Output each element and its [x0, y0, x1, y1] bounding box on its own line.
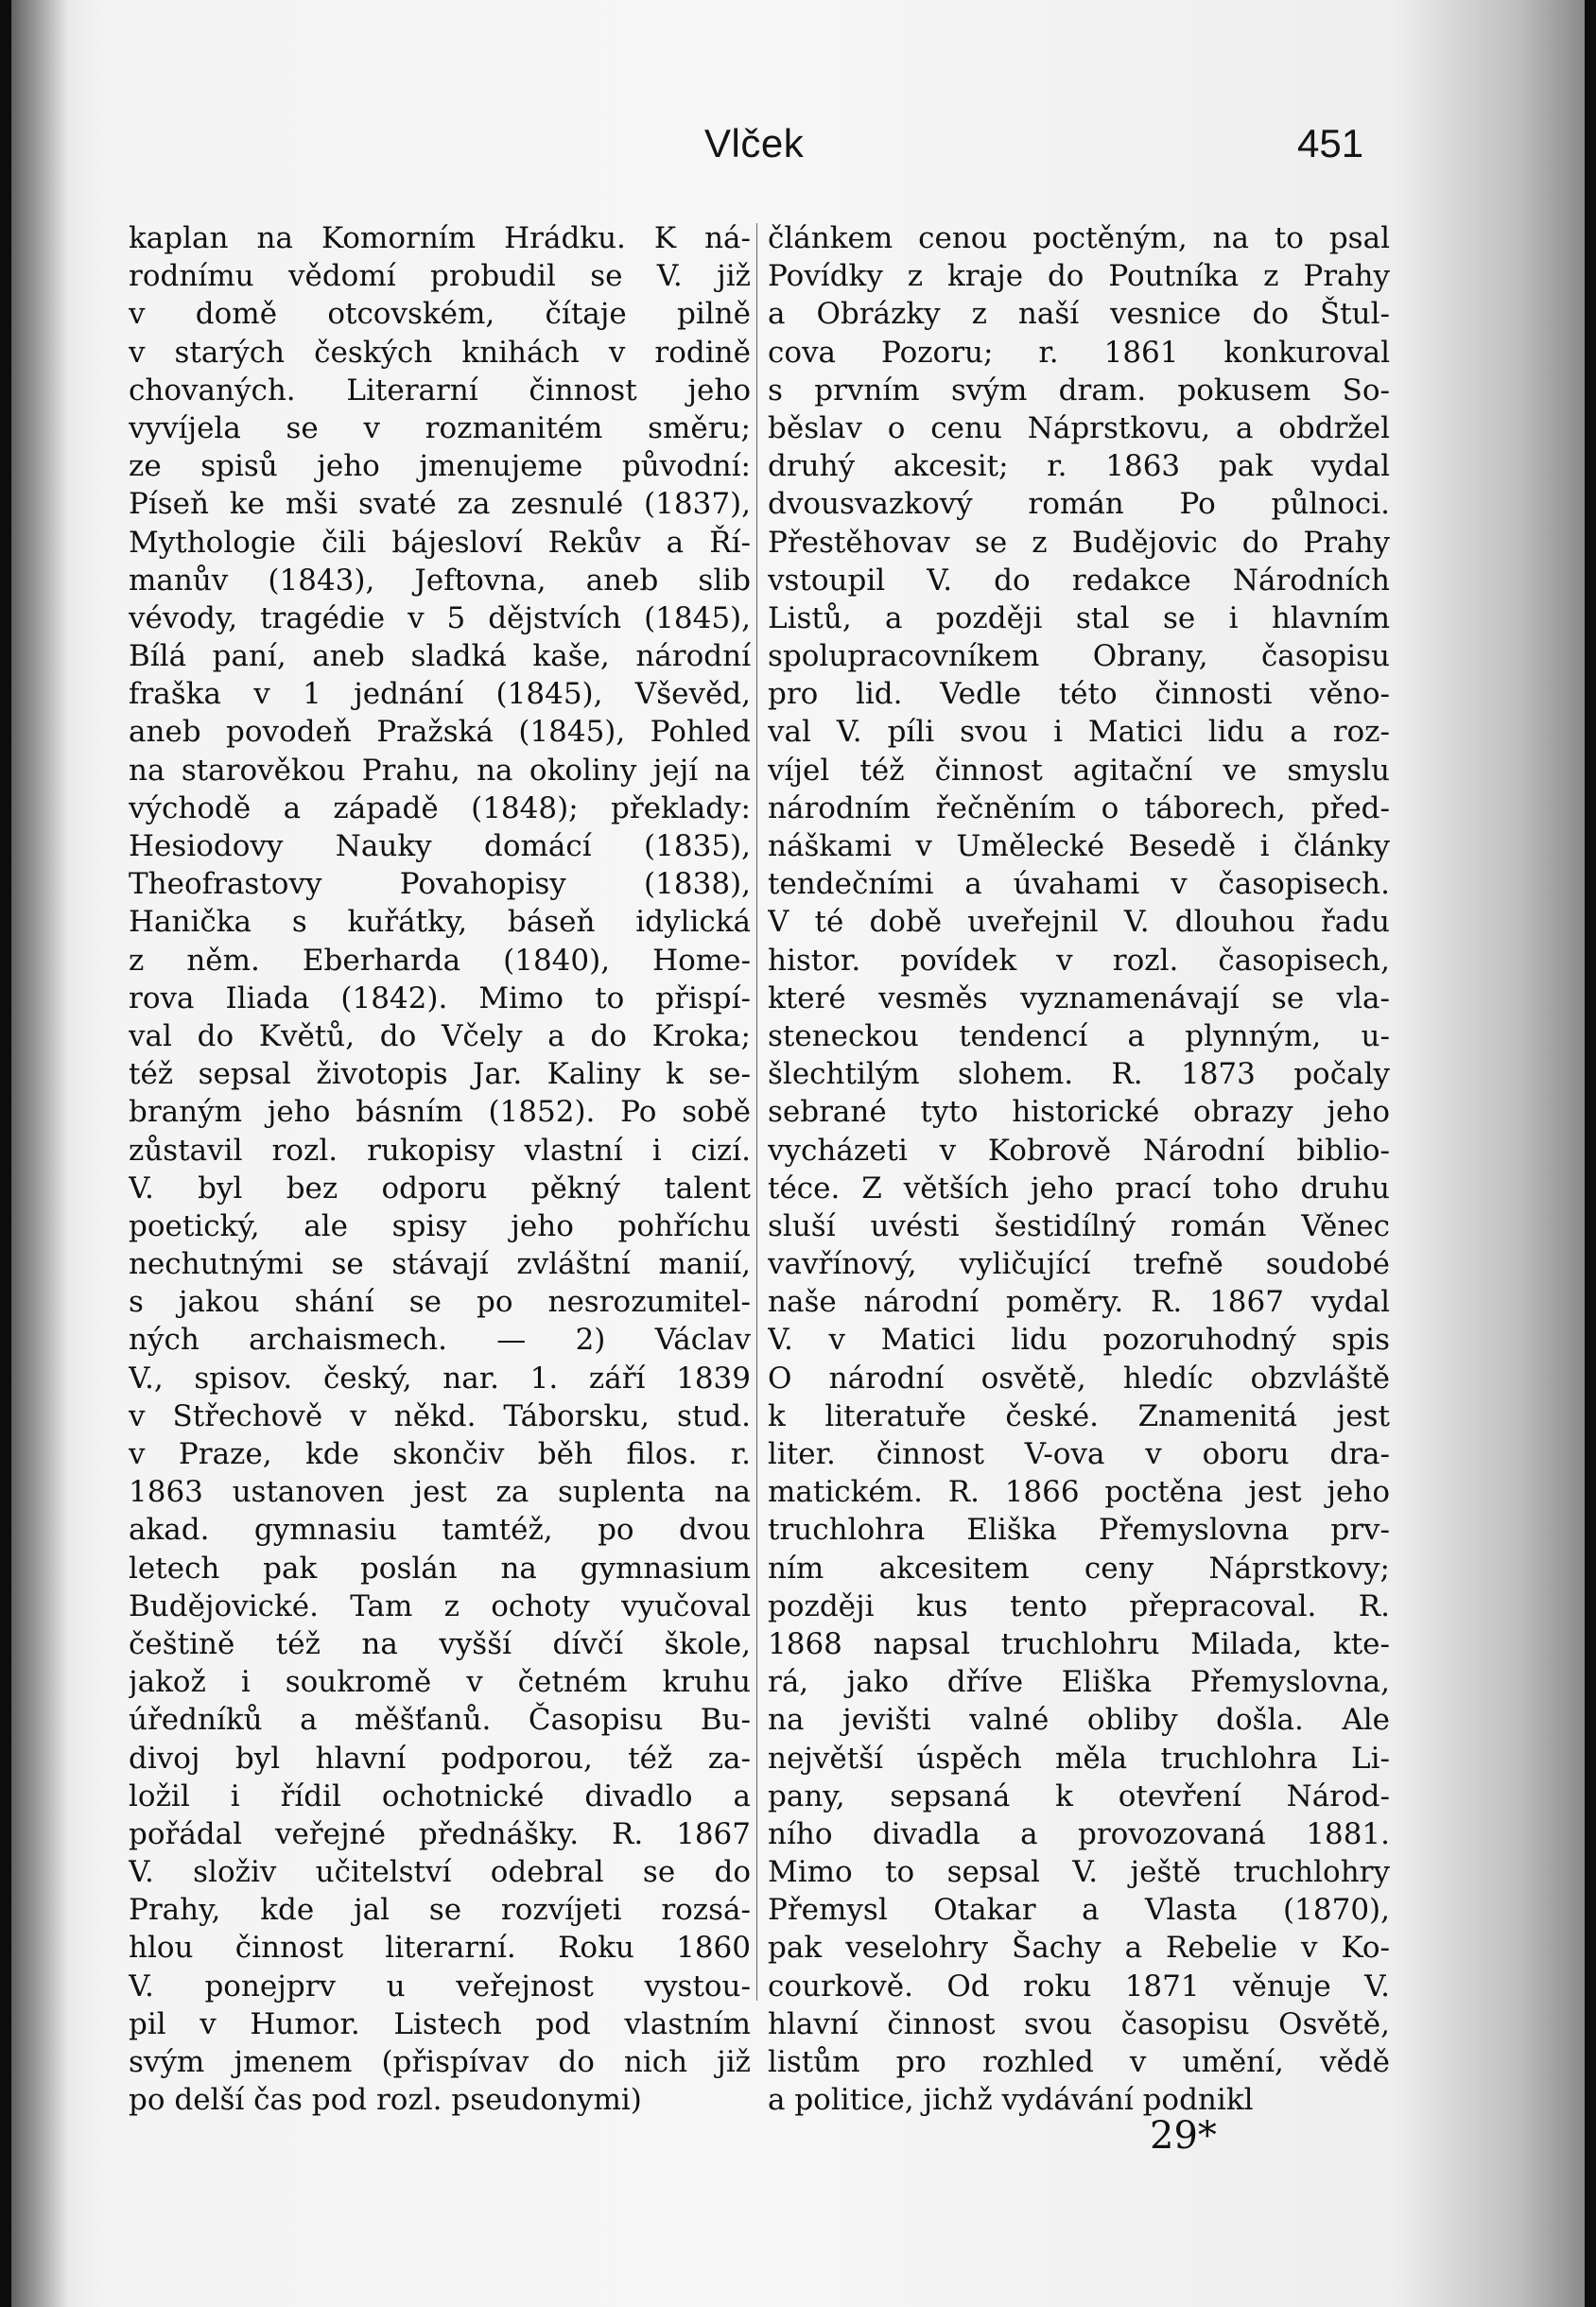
text-line: na starověkou Prahu, na okoliny její na — [129, 753, 751, 788]
text-line: hlavní činnost svou časopisu Osvětě, — [768, 2006, 1390, 2041]
text-line: vévody, tragédie v 5 dějstvích (1845), — [129, 600, 751, 635]
running-head-title: Vlček — [704, 121, 805, 165]
text-line: s prvním svým dram. pokusem So- — [768, 373, 1390, 408]
text-line: po delší čas pod rozl. pseudonymi) — [129, 2083, 642, 2118]
text-line: náškami v Umělecké Besedě i články — [768, 829, 1390, 863]
text-line: histor. povídek v rozl. časopisech, — [768, 943, 1390, 978]
text-line: pil v Humor. Listech pod vlastním — [129, 2006, 751, 2041]
text-line: pořádal veřejné přednášky. R. 1867 — [129, 1816, 751, 1851]
text-line: braným jeho básním (1852). Po sobě — [129, 1095, 751, 1130]
text-line: Prahy, kde jal se rozvíjeti rozsá- — [129, 1893, 751, 1928]
text-line: steneckou tendencí a plynným, u- — [768, 1018, 1390, 1053]
text-line: ných archaismech. — 2) Václav — [129, 1323, 751, 1358]
text-line: kaplan na Komorním Hrádku. K ná- — [129, 221, 751, 255]
text-line: Píseň ke mši svaté za zesnulé (1837), — [129, 487, 751, 522]
text-line: k literatuře české. Znamenitá jest — [768, 1398, 1390, 1433]
binding-shadow — [11, 0, 68, 2307]
text-line: Mimo to sepsal V. ještě truchlohry — [768, 1855, 1390, 1890]
text-line: později kus tento přepracoval. R. — [768, 1588, 1390, 1623]
text-line: tendečními a úvahami v časopisech. — [768, 867, 1390, 902]
text-line: Hesiodovy Nauky domácí (1835), — [129, 829, 751, 863]
text-line: val do Květů, do Včely a do Kroka; — [129, 1018, 751, 1053]
text-line: liter. činnost V-ova v oboru dra- — [768, 1437, 1390, 1471]
text-line: Povídky z kraje do Poutníka z Prahy — [768, 259, 1390, 294]
text-line: Theofrastovy Povahopisy (1838), — [129, 867, 751, 902]
column-divider — [756, 223, 757, 2001]
signature-mark: 29* — [1150, 2114, 1217, 2158]
text-line: Přemysl Otakar a Vlasta (1870), — [768, 1893, 1390, 1928]
text-line: vstoupil V. do redakce Národních — [768, 563, 1390, 598]
text-line: spolupracovníkem Obrany, časopisu — [768, 639, 1390, 674]
text-line: jakož i soukromě v četném kruhu — [129, 1665, 751, 1700]
text-line: ního divadla a provozovaná 1881. — [768, 1816, 1390, 1851]
text-line: s jakou shání se po nesrozumitel- — [129, 1285, 751, 1320]
text-line: zůstavil rozl. rukopisy vlastní i cizí. — [129, 1133, 751, 1168]
text-line: rova Iliada (1842). Mimo to přispí- — [129, 980, 751, 1015]
text-line: z něm. Eberharda (1840), Home- — [129, 943, 751, 978]
text-line: Mythologie čili bájesloví Rekův a Ří- — [129, 525, 751, 560]
text-line: poetický, ale spisy jeho pohříchu — [129, 1208, 751, 1243]
text-line: šlechtilým slohem. R. 1873 počaly — [768, 1057, 1390, 1092]
text-line: akad. gymnasiu tamtéž, po dvou — [129, 1513, 751, 1548]
text-line: O národní osvětě, hledíc obzvláště — [768, 1361, 1390, 1396]
text-line: a Obrázky z naší vesnice do Štul- — [768, 297, 1390, 332]
text-line: které vesměs vyznamenávají se vla- — [768, 980, 1390, 1015]
text-line: 1868 napsal truchlohru Milada, kte- — [768, 1626, 1390, 1661]
text-line: národním řečněním o táborech, před- — [768, 790, 1390, 825]
text-line: Listů, a později stal se i hlavním — [768, 600, 1390, 635]
text-line: rá, jako dříve Eliška Přemyslovna, — [768, 1665, 1390, 1700]
text-line: matickém. R. 1866 poctěna jest jeho — [768, 1475, 1390, 1510]
text-line: ložil i řídil ochotnické divadlo a — [129, 1778, 751, 1813]
text-line: V. složiv učitelství odebral se do — [129, 1855, 751, 1890]
text-line: hlou činnost literarní. Roku 1860 — [129, 1931, 751, 1966]
text-line: truchlohra Eliška Přemyslovna prv- — [768, 1513, 1390, 1548]
text-line: V., spisov. český, nar. 1. září 1839 — [129, 1361, 751, 1396]
text-line: val V. píli svou i Matici lidu a roz- — [768, 715, 1390, 750]
text-line: víjel též činnost agitační ve smyslu — [768, 753, 1390, 788]
text-line: pak veselohry Šachy a Rebelie v Ko- — [768, 1931, 1390, 1966]
text-line: článkem cenou poctěným, na to psal — [768, 221, 1390, 255]
text-line: cova Pozoru; r. 1861 konkuroval — [768, 335, 1390, 370]
text-line: manův (1843), Jeftovna, aneb slib — [129, 563, 751, 598]
text-line: sebrané tyto historické obrazy jeho — [768, 1095, 1390, 1130]
text-line: vycházeti v Kobrově Národní biblio- — [768, 1133, 1390, 1168]
text-line: letech pak poslán na gymnasium — [129, 1551, 751, 1586]
page — [11, 0, 1585, 2307]
text-line: a politice, jichž vydávání podnikl — [768, 2083, 1254, 2118]
text-line: divoj byl hlavní podporou, též za- — [129, 1741, 751, 1776]
text-line: pany, sepsaná k otevření Národ- — [768, 1778, 1390, 1813]
text-line: na jevišti valné obliby došla. Ale — [768, 1703, 1390, 1738]
text-line: Budějovické. Tam z ochoty vyučoval — [129, 1588, 751, 1623]
text-line: ním akcesitem ceny Náprstkovy; — [768, 1551, 1390, 1586]
text-line: též sepsal životopis Jar. Kaliny k se- — [129, 1057, 751, 1092]
text-line: chovaných. Literarní činnost jeho — [129, 373, 751, 408]
text-line: v Praze, kde skončiv běh filos. r. — [129, 1437, 751, 1471]
text-line: úředníků a měšťanů. Časopisu Bu- — [129, 1703, 751, 1738]
text-line: fraška v 1 jednání (1845), Vševěd, — [129, 677, 751, 712]
text-line: V. byl bez odporu pěkný talent — [129, 1171, 751, 1206]
text-line: courkově. Od roku 1871 věnuje V. — [768, 1969, 1390, 2003]
text-line: naše národní poměry. R. 1867 vydal — [768, 1285, 1390, 1320]
text-line: vyvíjela se v rozmanitém směru; — [129, 410, 751, 445]
text-line: rodnímu vědomí probudil se V. již — [129, 259, 751, 294]
text-line: češtině též na vyšší dívčí škole, — [129, 1626, 751, 1661]
text-line: sluší uvésti šestidílný román Věnec — [768, 1208, 1390, 1243]
text-line: dvousvazkový román Po půlnoci. — [768, 487, 1390, 522]
right-column — [768, 219, 1390, 2119]
page-number: 451 — [1297, 121, 1364, 165]
text-line: nechutnými se stávají zvláštní manií, — [129, 1247, 751, 1282]
text-line: téce. Z větších jeho prací toho druhu — [768, 1171, 1390, 1206]
left-column — [129, 219, 751, 2119]
text-line: vavřínový, vyličující trefně soudobé — [768, 1247, 1390, 1282]
text-line: V té době uveřejnil V. dlouhou řadu — [768, 905, 1390, 940]
text-line: v Střechově v někd. Táborsku, stud. — [129, 1398, 751, 1433]
text-line: aneb povodeň Pražská (1845), Pohled — [129, 715, 751, 750]
text-line: pro lid. Vedle této činnosti věno- — [768, 677, 1390, 712]
text-line: běslav o cenu Náprstkovu, a obdržel — [768, 410, 1390, 445]
text-line: 1863 ustanoven jest za suplenta na — [129, 1475, 751, 1510]
text-line: svým jmenem (přispívav do nich již — [129, 2045, 751, 2079]
text-line: východě a západě (1848); překlady: — [129, 790, 751, 825]
text-line: v starých českých knihách v rodině — [129, 335, 751, 370]
text-line: druhý akcesit; r. 1863 pak vydal — [768, 449, 1390, 484]
text-line: v domě otcovském, čítaje pilně — [129, 297, 751, 332]
text-line: největší úspěch měla truchlohra Li- — [768, 1741, 1390, 1776]
text-line: ze spisů jeho jmenujeme původní: — [129, 449, 751, 484]
text-line: Bílá paní, aneb sladká kaše, národní — [129, 639, 751, 674]
text-line: Přestěhovav se z Budějovic do Prahy — [768, 525, 1390, 560]
text-line: V. ponejprv u veřejnost vystou- — [129, 1969, 751, 2003]
text-line: V. v Matici lidu pozoruhodný spis — [768, 1323, 1390, 1358]
text-line: Hanička s kuřátky, báseň idylická — [129, 905, 751, 940]
text-line: listům pro rozhled v umění, vědě — [768, 2045, 1390, 2079]
